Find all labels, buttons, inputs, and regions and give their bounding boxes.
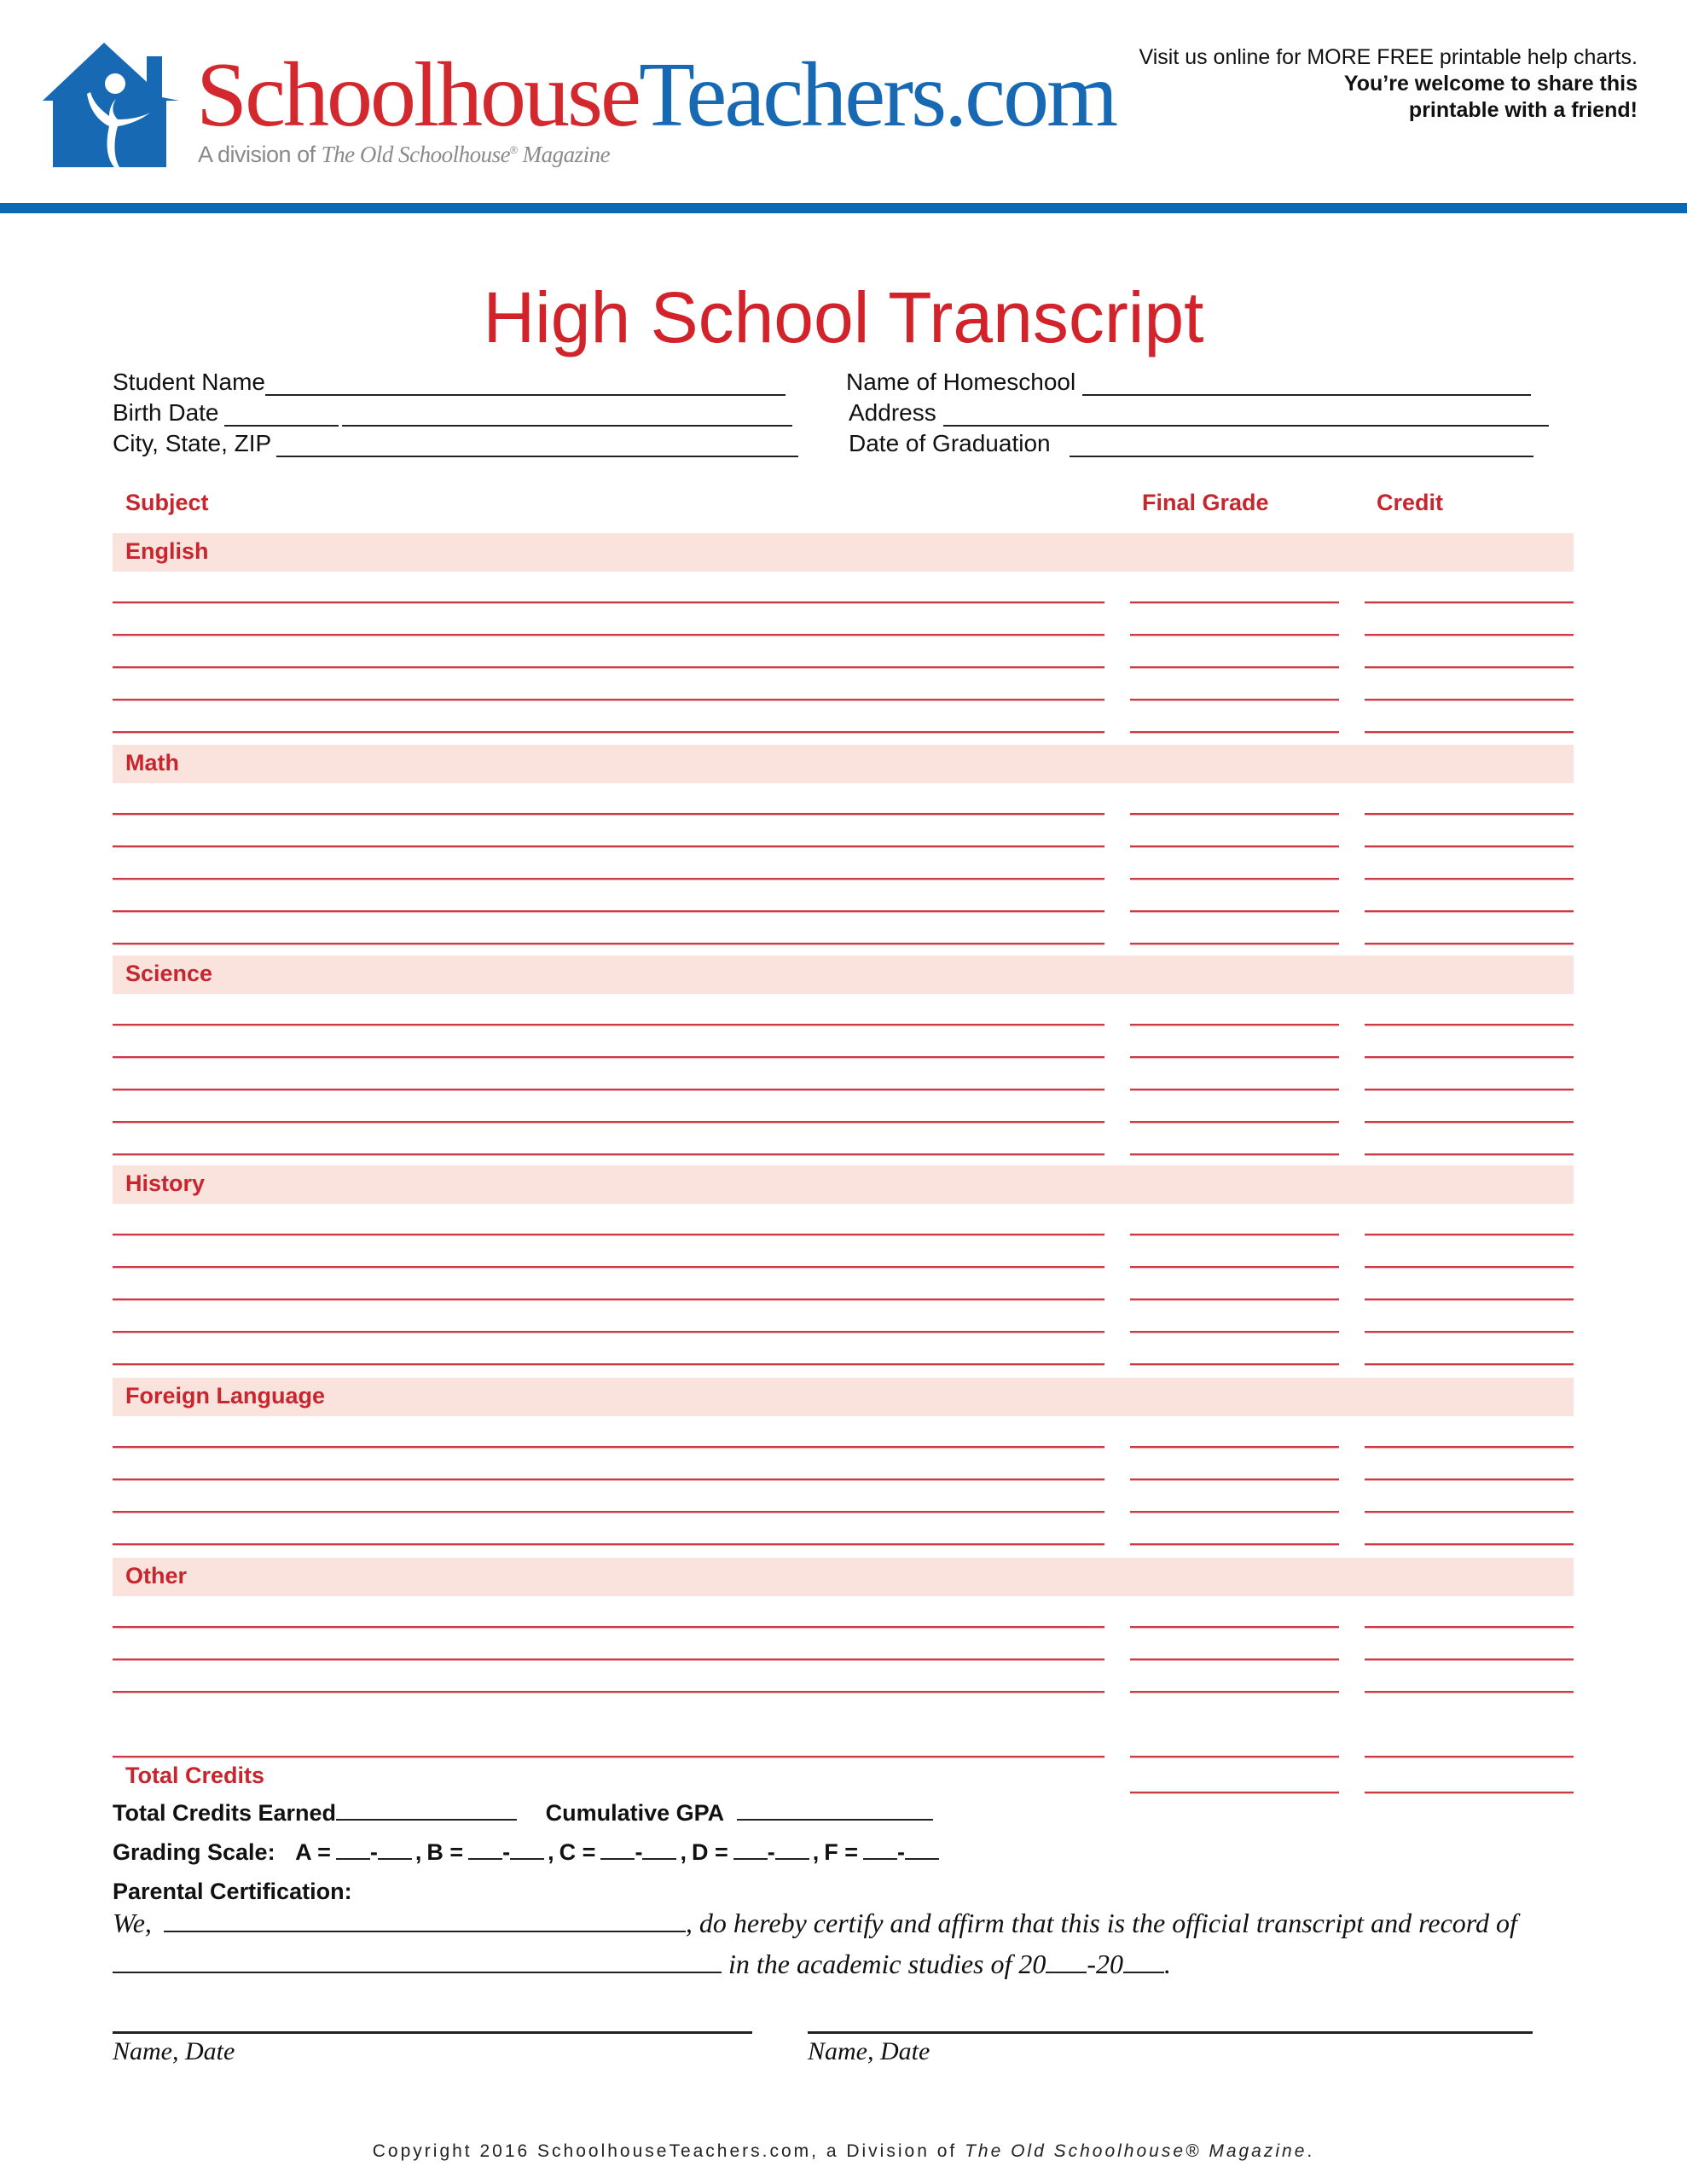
- grade-to-input[interactable]: [510, 1841, 544, 1860]
- section-band-science: [113, 956, 1574, 994]
- credit-input-line[interactable]: [1365, 1446, 1574, 1448]
- section-band-foreign-language: [113, 1378, 1574, 1416]
- credit-input-line[interactable]: [1365, 1089, 1574, 1090]
- credit-input-line[interactable]: [1365, 1024, 1574, 1025]
- final-grade-input-line[interactable]: [1130, 1478, 1339, 1480]
- credit-input-line[interactable]: [1365, 731, 1574, 733]
- grade-from-input[interactable]: [733, 1841, 768, 1860]
- grade-letter: C =: [559, 1839, 596, 1865]
- subject-input-line[interactable]: [113, 910, 1104, 912]
- certification-heading: Parental Certification:: [113, 1879, 352, 1904]
- final-grade-input-line[interactable]: [1130, 1121, 1339, 1123]
- header-divider: [0, 203, 1687, 213]
- final-grade-input-line[interactable]: [1130, 910, 1339, 912]
- graduation-date-field[interactable]: [849, 430, 1533, 457]
- grade-dash: -: [767, 1839, 775, 1865]
- credit-input-line[interactable]: [1365, 1756, 1574, 1757]
- subject-input-line[interactable]: [113, 731, 1104, 733]
- student-name-field[interactable]: [113, 369, 786, 396]
- credit-input-line[interactable]: [1365, 601, 1574, 603]
- cert-period: .: [1164, 1949, 1172, 1979]
- total-grade-line[interactable]: [1130, 1792, 1339, 1793]
- certification-line-2: [113, 1949, 1171, 1980]
- grade-dash: -: [369, 1839, 378, 1865]
- parent-names-input[interactable]: [164, 1910, 686, 1932]
- birth-date-field[interactable]: [113, 399, 792, 427]
- gpa-label: Cumulative GPA: [545, 1800, 724, 1826]
- credit-input-line[interactable]: [1365, 910, 1574, 912]
- subject-input-line[interactable]: [113, 1266, 1104, 1268]
- city-state-zip-field[interactable]: [113, 430, 798, 457]
- credit-input-line[interactable]: [1365, 1691, 1574, 1693]
- student-name-label: Student Name: [113, 369, 265, 395]
- subject-input-line[interactable]: [113, 1056, 1104, 1058]
- student-name-cert-input[interactable]: [113, 1951, 722, 1973]
- section-label: Science: [125, 961, 213, 986]
- registered-mark: ®: [510, 144, 518, 156]
- credit-input-line[interactable]: [1365, 1266, 1574, 1268]
- final-grade-input-line[interactable]: [1130, 601, 1339, 603]
- city-state-zip-input[interactable]: [276, 437, 798, 457]
- graduation-date-input[interactable]: [1070, 437, 1533, 457]
- homeschool-name-label: Name of Homeschool: [846, 369, 1076, 395]
- final-grade-input-line[interactable]: [1130, 634, 1339, 636]
- subject-input-line[interactable]: [113, 1478, 1104, 1480]
- subject-input-line[interactable]: [113, 1756, 1104, 1757]
- subject-input-line[interactable]: [113, 1024, 1104, 1025]
- subtitle-suffix: Magazine: [517, 142, 611, 167]
- credit-input-line[interactable]: [1365, 1363, 1574, 1365]
- grade-from-input[interactable]: [468, 1841, 502, 1860]
- grading-scale-label: Grading Scale:: [113, 1839, 275, 1865]
- subject-input-line[interactable]: [113, 634, 1104, 636]
- promo-line-3: printable with a friend!: [1408, 98, 1638, 122]
- final-grade-input-line[interactable]: [1130, 1543, 1339, 1545]
- subject-input-line[interactable]: [113, 1511, 1104, 1513]
- grading-scale: [113, 1839, 939, 1866]
- subject-input-line[interactable]: [113, 1121, 1104, 1123]
- grade-separator: ,: [680, 1839, 687, 1865]
- credit-input-line[interactable]: [1365, 813, 1574, 815]
- grade-separator: ,: [812, 1839, 820, 1865]
- final-grade-input-line[interactable]: [1130, 1331, 1339, 1333]
- birth-date-input[interactable]: [224, 406, 339, 427]
- subject-input-line[interactable]: [113, 813, 1104, 815]
- subject-input-line[interactable]: [113, 666, 1104, 668]
- column-header-subject: Subject: [125, 490, 209, 515]
- grade-separator: ,: [415, 1839, 422, 1865]
- promo-text: [1139, 44, 1638, 124]
- final-grade-input-line[interactable]: [1130, 1691, 1339, 1693]
- subject-input-line[interactable]: [113, 1089, 1104, 1090]
- final-grade-input-line[interactable]: [1130, 878, 1339, 880]
- credit-input-line[interactable]: [1365, 1543, 1574, 1545]
- subtitle-prefix: A division of: [198, 142, 322, 167]
- brand-subtitle: [198, 142, 610, 168]
- final-grade-input-line[interactable]: [1130, 813, 1339, 815]
- credit-input-line[interactable]: [1365, 1121, 1574, 1123]
- credit-input-line[interactable]: [1365, 943, 1574, 944]
- subject-input-line[interactable]: [113, 1363, 1104, 1365]
- cert-statement: , do hereby certify and affirm that this is the official transcript and record of: [685, 1908, 1517, 1938]
- grade-separator: ,: [548, 1839, 554, 1865]
- totals-summary: [113, 1800, 933, 1827]
- final-grade-input-line[interactable]: [1130, 1089, 1339, 1090]
- subject-input-line[interactable]: [113, 1234, 1104, 1235]
- subject-input-line[interactable]: [113, 1658, 1104, 1660]
- birth-date-extra-line[interactable]: [342, 406, 792, 427]
- brand-part-teachers: Teachers.com: [638, 44, 1116, 146]
- final-grade-input-line[interactable]: [1130, 1298, 1339, 1300]
- final-grade-input-line[interactable]: [1130, 1511, 1339, 1513]
- subject-input-line[interactable]: [113, 878, 1104, 880]
- birth-date-label: Birth Date: [113, 399, 219, 426]
- section-band-english: [113, 533, 1574, 572]
- logo-house-icon: [34, 41, 188, 169]
- signature-label-2: Name, Date: [808, 2037, 930, 2065]
- section-band-history: [113, 1165, 1574, 1204]
- final-grade-input-line[interactable]: [1130, 1626, 1339, 1628]
- credit-input-line[interactable]: [1365, 1298, 1574, 1300]
- credit-input-line[interactable]: [1365, 878, 1574, 880]
- signature-line-1[interactable]: [113, 2031, 752, 2034]
- section-band-math: [113, 745, 1574, 783]
- brand-part-schoolhouse: Schoolhouse: [196, 44, 639, 146]
- final-grade-input-line[interactable]: [1130, 1024, 1339, 1025]
- copyright-footer: [0, 2141, 1687, 2162]
- subject-input-line[interactable]: [113, 1331, 1104, 1333]
- grading-scale-grades: [281, 1839, 939, 1865]
- grade-to-input[interactable]: [775, 1841, 809, 1860]
- student-name-input[interactable]: [265, 375, 786, 396]
- cert-academic-studies: in the academic studies of 20: [728, 1949, 1046, 1979]
- final-grade-input-line[interactable]: [1130, 731, 1339, 733]
- credit-input-line[interactable]: [1365, 845, 1574, 847]
- grade-dash: -: [635, 1839, 643, 1865]
- final-grade-input-line[interactable]: [1130, 1658, 1339, 1660]
- grade-from-input[interactable]: [863, 1841, 897, 1860]
- credit-input-line[interactable]: [1365, 1234, 1574, 1235]
- subject-input-line[interactable]: [113, 1298, 1104, 1300]
- grade-dash: -: [897, 1839, 906, 1865]
- grade-letter: A =: [295, 1839, 331, 1865]
- column-header-credit: Credit: [1377, 490, 1444, 515]
- signature-label-1: Name, Date: [113, 2037, 235, 2065]
- final-grade-input-line[interactable]: [1130, 699, 1339, 700]
- credit-input-line[interactable]: [1365, 1658, 1574, 1660]
- city-state-zip-label: City, State, ZIP: [113, 430, 272, 456]
- credit-input-line[interactable]: [1365, 699, 1574, 700]
- final-grade-input-line[interactable]: [1130, 666, 1339, 668]
- certification-line-1: [113, 1908, 1517, 1939]
- subject-input-line[interactable]: [113, 1446, 1104, 1448]
- homeschool-name-input[interactable]: [1082, 375, 1531, 396]
- signature-line-2[interactable]: [808, 2031, 1533, 2034]
- grade-dash: -: [502, 1839, 511, 1865]
- subject-input-line[interactable]: [113, 845, 1104, 847]
- final-grade-input-line[interactable]: [1130, 1363, 1339, 1365]
- address-field[interactable]: [849, 399, 1549, 427]
- credit-input-line[interactable]: [1365, 1153, 1574, 1155]
- grade-from-input[interactable]: [600, 1841, 635, 1860]
- grade-to-input[interactable]: [905, 1841, 939, 1860]
- grade-to-input[interactable]: [642, 1841, 676, 1860]
- credits-earned-label: Total Credits Earned: [113, 1800, 337, 1826]
- section-label: History: [125, 1170, 206, 1196]
- start-year-input[interactable]: [1046, 1951, 1087, 1973]
- final-grade-input-line[interactable]: [1130, 845, 1339, 847]
- final-grade-input-line[interactable]: [1130, 1266, 1339, 1268]
- final-grade-input-line[interactable]: [1130, 1446, 1339, 1448]
- grade-range-d: [692, 1839, 819, 1865]
- section-band-other: [113, 1558, 1574, 1596]
- column-header-final-grade: Final Grade: [1142, 490, 1269, 515]
- end-year-input[interactable]: [1123, 1951, 1164, 1973]
- grade-from-input[interactable]: [336, 1841, 370, 1860]
- footer-magazine: The Old Schoolhouse® Magazine: [965, 2141, 1307, 2161]
- total-credit-line[interactable]: [1365, 1792, 1574, 1793]
- total-credits-label: Total Credits: [125, 1763, 265, 1788]
- credit-input-line[interactable]: [1365, 1511, 1574, 1513]
- subject-input-line[interactable]: [113, 699, 1104, 700]
- brand-wordmark: [196, 44, 1116, 146]
- subject-input-line[interactable]: [113, 1153, 1104, 1155]
- credit-input-line[interactable]: [1365, 634, 1574, 636]
- subtitle-magazine: The Old Schoolhouse: [321, 142, 511, 167]
- credit-input-line[interactable]: [1365, 1478, 1574, 1480]
- footer-suffix: .: [1307, 2141, 1315, 2161]
- homeschool-name-field[interactable]: [846, 369, 1531, 396]
- final-grade-input-line[interactable]: [1130, 1234, 1339, 1235]
- subject-input-line[interactable]: [113, 1543, 1104, 1545]
- final-grade-input-line[interactable]: [1130, 1756, 1339, 1757]
- final-grade-input-line[interactable]: [1130, 943, 1339, 944]
- grade-range-f: [824, 1839, 939, 1865]
- grade-to-input[interactable]: [378, 1841, 412, 1860]
- final-grade-input-line[interactable]: [1130, 1056, 1339, 1058]
- page-title: High School Transcript: [483, 277, 1204, 357]
- grade-range-b: [426, 1839, 554, 1865]
- grade-letter: B =: [426, 1839, 464, 1865]
- gpa-input[interactable]: [737, 1802, 933, 1821]
- cert-we: We,: [113, 1908, 152, 1938]
- credit-input-line[interactable]: [1365, 666, 1574, 668]
- graduation-date-label: Date of Graduation: [849, 430, 1051, 456]
- promo-line-2: You’re welcome to share this: [1343, 72, 1638, 96]
- section-label: Foreign Language: [125, 1383, 326, 1409]
- grade-letter: F =: [824, 1839, 859, 1865]
- subject-input-line[interactable]: [113, 1626, 1104, 1628]
- section-label: Other: [125, 1563, 188, 1589]
- grade-range-a: [295, 1839, 421, 1865]
- promo-line-1: Visit us online for MORE FREE printable help charts.: [1139, 45, 1638, 69]
- credit-input-line[interactable]: [1365, 1626, 1574, 1628]
- subject-input-line[interactable]: [113, 1691, 1104, 1693]
- address-input[interactable]: [943, 406, 1549, 427]
- footer-prefix: Copyright 2016 SchoolhouseTeachers.com, a Division of: [372, 2141, 965, 2161]
- cert-year-dash: -20: [1087, 1949, 1124, 1979]
- credit-input-line[interactable]: [1365, 1331, 1574, 1333]
- grade-range-c: [559, 1839, 687, 1865]
- section-label: English: [125, 538, 209, 564]
- final-grade-input-line[interactable]: [1130, 1153, 1339, 1155]
- grade-letter: D =: [691, 1839, 728, 1865]
- address-label: Address: [849, 399, 936, 426]
- subject-input-line[interactable]: [113, 943, 1104, 944]
- subject-input-line[interactable]: [113, 601, 1104, 603]
- section-label: Math: [125, 750, 179, 775]
- credit-input-line[interactable]: [1365, 1056, 1574, 1058]
- credits-earned-input[interactable]: [336, 1802, 517, 1821]
